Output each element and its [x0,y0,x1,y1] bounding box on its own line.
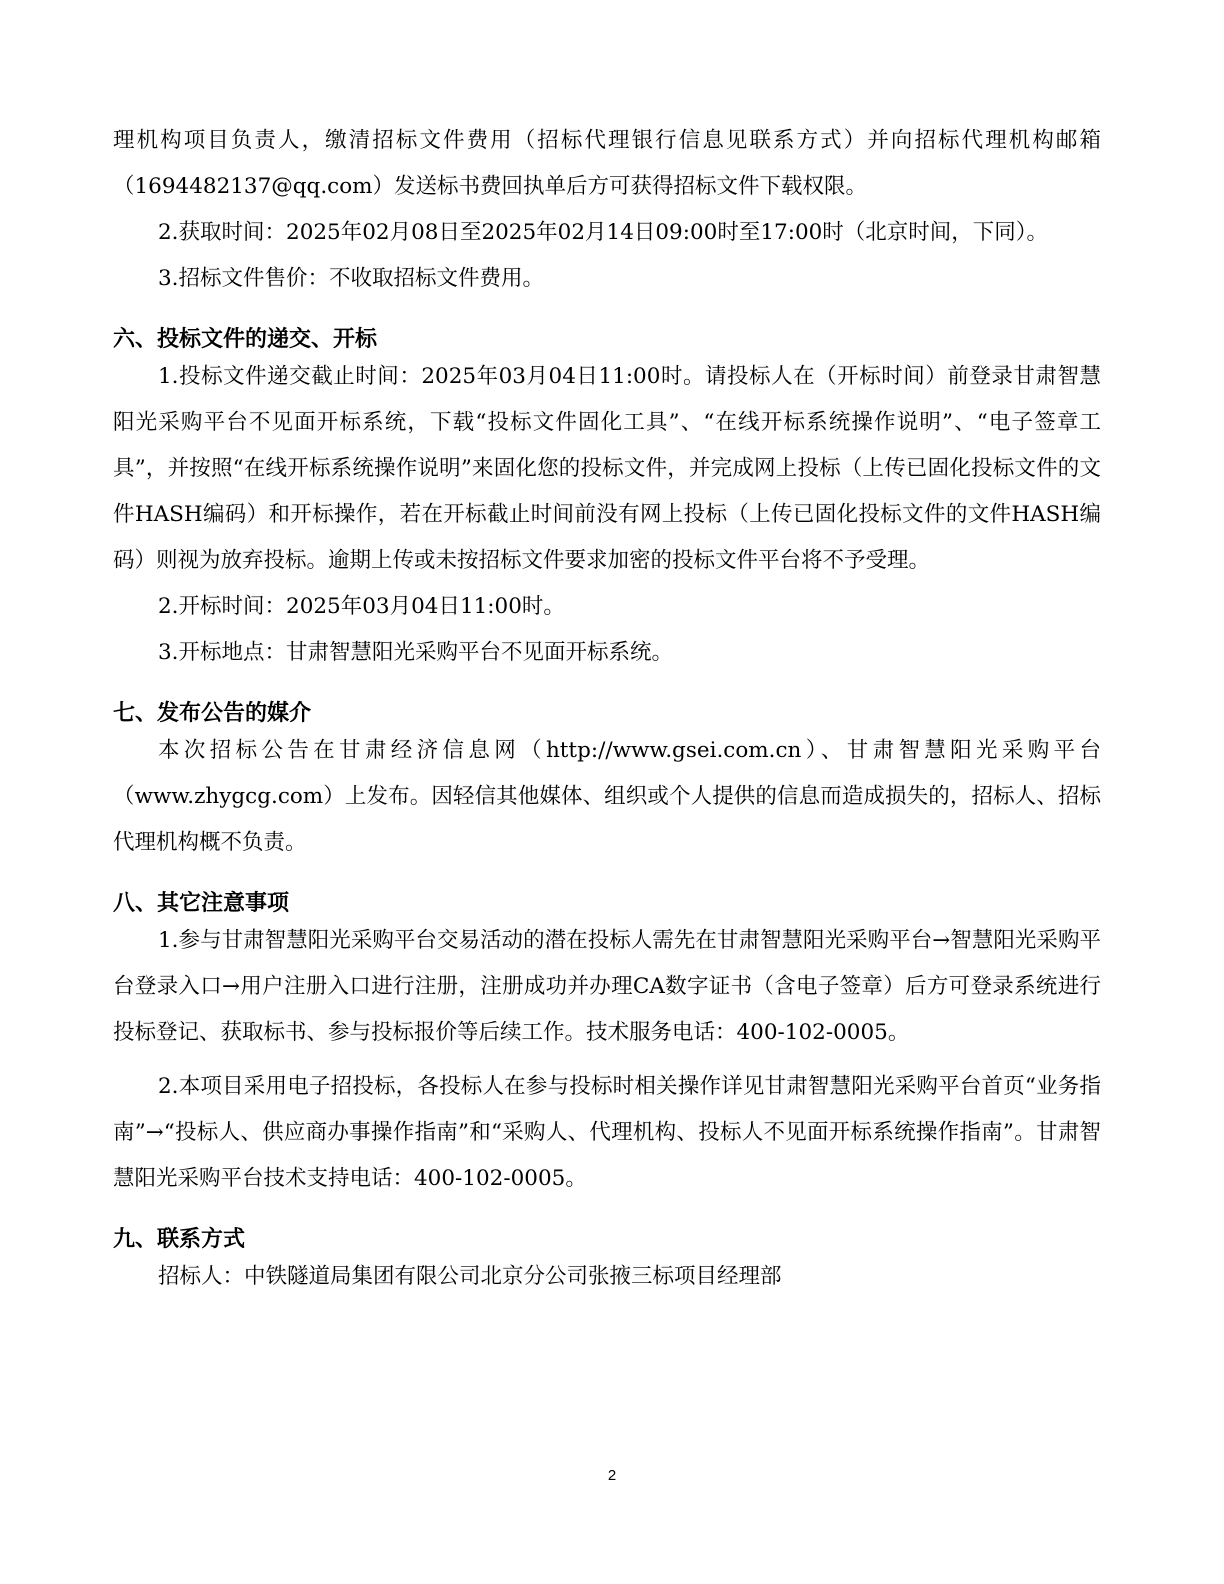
paragraph-opening-time: 2.开标时间：2025年03月04日11:00时。 [158,594,565,619]
document-page [113,118,1101,1300]
paragraph-e-bidding: 2.本项目采用电子招投标，各投标人在参与投标时相关操作详见甘肃智慧阳光采购平台首页“业务指南”→“投标人、供应商办事操作指南”和“采购人、代理机构、投标人不见面开标系统操作指南”。甘肃智慧阳光采购平台技术支持电话：400-102-0005。 [113,1074,1101,1191]
section-heading-contact: 九、联系方式 [113,1227,246,1252]
paragraph-media: 本次招标公告在甘肃经济信息网（http://www.gsei.com.cn）、甘肃智慧阳光采购平台（www.zhygcg.com）上发布。因轻信其他媒体、组织或个人提供的信息而造成损失的，招标人、招标代理机构概不负责。 [113,738,1101,855]
paragraph-download-permission: 理机构项目负责人，缴清招标文件费用（招标代理银行信息见联系方式）并向招标代理机构邮箱（1694482137@qq.com）发送标书费回执单后方可获得招标文件下载权限。 [113,128,1101,199]
paragraph-document-price: 3.招标文件售价：不收取招标文件费用。 [158,266,545,291]
section-heading-notes: 八、其它注意事项 [113,891,290,916]
paragraph-submission-deadline: 1.投标文件递交截止时间：2025年03月04日11:00时。请投标人在（开标时间）前登录甘肃智慧阳光采购平台不见面开标系统，下载“投标文件固化工具”、“在线开标系统操作说明”、“电子签章工具”，并按照“在线开标系统操作说明”来固化您的投标文件，并完成网上投标（上传已固化投标文件的文件HASH编码）和开标操作，若在开标截止时间前没有网上投标（上传已固化投标文件的文件HASH编码）则视为放弃投标。逾期上传或未按招标文件要求加密的投标文件平台将不予受理。 [113,364,1101,573]
section-heading-media: 七、发布公告的媒介 [113,701,312,726]
paragraph-tenderer: 招标人：中铁隧道局集团有限公司北京分公司张掖三标项目经理部 [158,1264,782,1289]
paragraph-registration: 1.参与甘肃智慧阳光采购平台交易活动的潜在投标人需先在甘肃智慧阳光采购平台→智慧阳光采购平台登录入口→用户注册入口进行注册，注册成功并办理CA数字证书（含电子签章）后方可登录系统进行投标登记、获取标书、参与投标报价等后续工作。技术服务电话：400-102-0005。 [113,928,1101,1045]
paragraph-opening-location: 3.开标地点：甘肃智慧阳光采购平台不见面开标系统。 [158,640,674,665]
page-number: 2 [607,1467,617,1484]
paragraph-acquisition-time: 2.获取时间：2025年02月08日至2025年02月14日09:00时至17:00时（北京时间，下同）。 [158,220,1049,245]
section-heading-submission: 六、投标文件的递交、开标 [113,327,378,352]
